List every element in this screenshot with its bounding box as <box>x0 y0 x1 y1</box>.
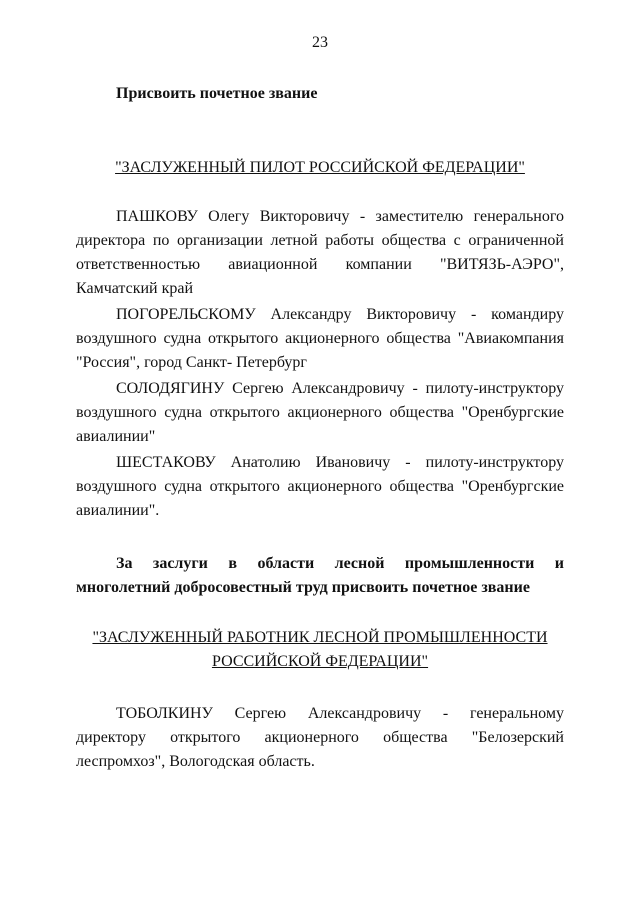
section2-intro <box>76 552 564 600</box>
section1-title-text: "ЗАСЛУЖЕННЫЙ ПИЛОТ РОССИЙСКОЙ ФЕДЕРАЦИИ" <box>115 159 525 176</box>
page-number: 23 <box>312 34 328 51</box>
section1-intro: Присвоить почетное звание <box>116 85 318 102</box>
section2-title-line1: "ЗАСЛУЖЕННЫЙ РАБОТНИК ЛЕСНОЙ ПРОМЫШЛЕННОСТИ <box>92 629 548 646</box>
entry-tobolkin: ТОБОЛКИНУ Сергею Александровичу - генеральному директору открытого акционерного общества "Белозерский леспромхоз", Вологодская область. <box>76 705 564 770</box>
section1-entries <box>76 205 564 525</box>
section1-title <box>76 156 564 180</box>
section2-entries <box>76 702 564 776</box>
entry-shestakov: ШЕСТАКОВУ Анатолию Ивановичу - пилоту-инструктору воздушного судна открытого акционерного общества "Оренбургские авиалинии". <box>76 454 564 519</box>
section2-title <box>76 626 564 674</box>
entry-pashkov: ПАШКОВУ Олегу Викторовичу - заместителю генерального директора по организации летной работы общества с ограниченной ответственностью авиационной компании "ВИТЯЗЬ-АЭРО", Камчатский край <box>76 208 564 297</box>
section2-intro-line1: За заслуги в области лесной промышленности и <box>116 555 564 572</box>
entry-solodyagin: СОЛОДЯГИНУ Сергею Александровичу - пилоту-инструктору воздушного судна открытого акционерного общества "Оренбургские авиалинии" <box>76 380 564 445</box>
section2-title-line2: РОССИЙСКОЙ ФЕДЕРАЦИИ" <box>211 653 429 670</box>
entry-pogorelsky: ПОГОРЕЛЬСКОМУ Александру Викторовичу - командиру воздушного судна открытого акционерного общества "Авиакомпания "Россия", город Санкт- Петербург <box>76 306 564 371</box>
section2-intro-line2: многолетний добросовестный труд присвоить почетное звание <box>76 579 530 596</box>
